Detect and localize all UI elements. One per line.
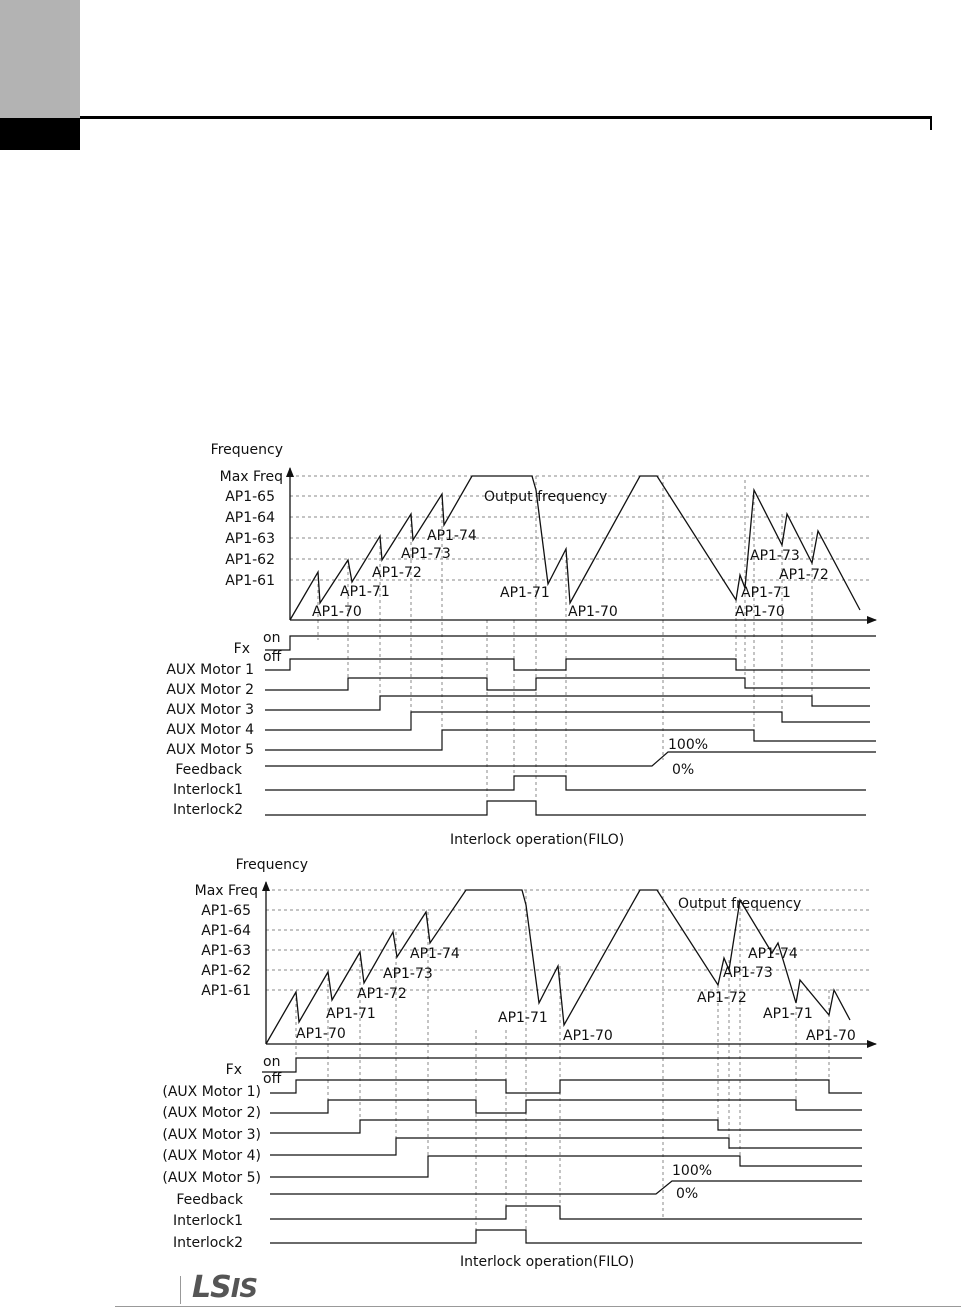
diagram-2 xyxy=(162,857,876,1270)
output-frequency-label: Output frequency xyxy=(678,896,802,912)
signal-label: (AUX Motor 5) xyxy=(162,1170,261,1186)
annotation: AP1-72 xyxy=(779,567,829,583)
output-frequency-label: Output frequency xyxy=(484,489,608,505)
annotation: AP1-72 xyxy=(357,986,407,1002)
aux-motor-2-waveform xyxy=(265,678,870,690)
feedback-low-label: 0% xyxy=(676,1186,699,1202)
logo-main: LS xyxy=(192,1270,231,1305)
waveforms-1 xyxy=(265,636,876,815)
ls-is-logo xyxy=(192,1270,257,1305)
signal-label: AUX Motor 3 xyxy=(166,702,254,718)
signal-label: Fx xyxy=(225,1062,242,1078)
level-label: AP1-64 xyxy=(225,510,275,526)
footer-rule xyxy=(115,1306,961,1307)
logo-sub: IS xyxy=(230,1274,258,1304)
annotation: AP1-70 xyxy=(296,1026,346,1042)
level-label: AP1-63 xyxy=(225,531,275,547)
signal-label: (AUX Motor 1) xyxy=(162,1084,261,1100)
aux-motor-1-waveform xyxy=(270,1080,862,1093)
annotation: AP1-70 xyxy=(806,1028,856,1044)
footer-divider xyxy=(180,1276,181,1304)
level-label: AP1-62 xyxy=(225,552,275,568)
signal-label: Interlock2 xyxy=(172,802,243,818)
level-label: Max Freq xyxy=(219,469,283,485)
frequency-axis-label: Frequency xyxy=(235,857,308,873)
signal-label: Feedback xyxy=(175,762,242,778)
level-label: AP1-61 xyxy=(225,573,275,589)
time-guides-2 xyxy=(296,890,829,1230)
signal-label: Interlock2 xyxy=(172,1235,243,1251)
level-label: AP1-64 xyxy=(201,923,251,939)
off-label: off xyxy=(263,1071,282,1087)
annotation: AP1-72 xyxy=(372,565,422,581)
feedback-waveform xyxy=(265,752,876,766)
annotation: AP1-74 xyxy=(410,946,460,962)
diagram-caption: Interlock operation(FILO) xyxy=(450,832,625,848)
annotation: AP1-73 xyxy=(383,966,433,982)
signal-label: AUX Motor 2 xyxy=(166,682,254,698)
signal-label: Feedback xyxy=(176,1192,243,1208)
annotation: AP1-71 xyxy=(763,1006,813,1022)
annotation: AP1-74 xyxy=(748,946,798,962)
feedback-high-label: 100% xyxy=(668,737,709,753)
feedback-high-label: 100% xyxy=(672,1163,713,1179)
annotation: AP1-71 xyxy=(340,584,390,600)
annotation: AP1-70 xyxy=(312,604,362,620)
level-label: Max Freq xyxy=(194,883,258,899)
aux-motor-4-waveform xyxy=(265,712,870,730)
interlock2-waveform xyxy=(270,1230,862,1243)
aux-motor-4-waveform xyxy=(270,1138,862,1155)
fx-waveform xyxy=(262,1058,862,1072)
signal-label: (AUX Motor 2) xyxy=(162,1105,261,1121)
aux-motor-3-waveform xyxy=(265,696,870,710)
signal-label: (AUX Motor 3) xyxy=(162,1127,261,1143)
level-label: AP1-62 xyxy=(201,963,251,979)
aux-motor-1-waveform xyxy=(265,659,870,670)
aux-motor-3-waveform xyxy=(270,1120,862,1133)
annotation: AP1-71 xyxy=(500,585,550,601)
feedback-low-label: 0% xyxy=(672,762,695,778)
annotation: AP1-73 xyxy=(401,546,451,562)
interlock1-waveform xyxy=(265,776,866,790)
on-label: on xyxy=(263,1054,281,1070)
annotation: AP1-71 xyxy=(498,1010,548,1026)
waveforms-2 xyxy=(262,1058,862,1243)
feedback-waveform xyxy=(270,1181,862,1194)
signal-label: AUX Motor 5 xyxy=(166,742,254,758)
level-label: AP1-63 xyxy=(201,943,251,959)
signal-label: Interlock1 xyxy=(172,1213,243,1229)
aux-motor-5-waveform xyxy=(270,1156,862,1177)
signal-label: AUX Motor 4 xyxy=(166,722,254,738)
annotation: AP1-70 xyxy=(735,604,785,620)
interlock1-waveform xyxy=(270,1206,862,1219)
annotation: AP1-74 xyxy=(427,528,477,544)
annotation: AP1-70 xyxy=(563,1028,613,1044)
signal-label: AUX Motor 1 xyxy=(166,662,254,678)
level-label: AP1-65 xyxy=(201,903,251,919)
interlock2-waveform xyxy=(265,801,866,815)
annotation: AP1-71 xyxy=(741,585,791,601)
signal-label: Fx xyxy=(233,641,250,657)
annotation: AP1-70 xyxy=(568,604,618,620)
signal-label: Interlock1 xyxy=(172,782,243,798)
annotation: AP1-71 xyxy=(326,1006,376,1022)
annotation: AP1-73 xyxy=(750,548,800,564)
aux-motor-2-waveform xyxy=(270,1100,862,1113)
aux-motor-5-waveform xyxy=(265,730,876,750)
diagram-1 xyxy=(166,442,876,848)
diagram-caption: Interlock operation(FILO) xyxy=(460,1254,635,1270)
signal-label: (AUX Motor 4) xyxy=(162,1148,261,1164)
level-label: AP1-65 xyxy=(225,489,275,505)
off-label: off xyxy=(263,649,282,665)
frequency-axis-label: Frequency xyxy=(210,442,283,458)
annotation: AP1-73 xyxy=(723,965,773,981)
on-label: on xyxy=(263,630,281,646)
annotation: AP1-72 xyxy=(697,990,747,1006)
level-label: AP1-61 xyxy=(201,983,251,999)
fx-waveform xyxy=(265,636,876,650)
